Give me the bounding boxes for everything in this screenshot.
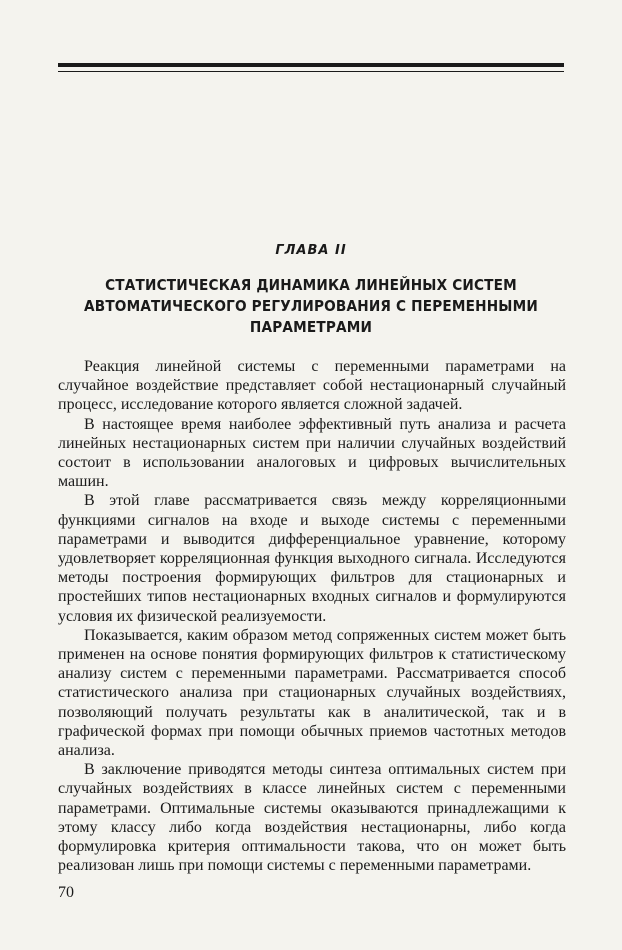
paragraph: Показывается, каким образом метод сопряженных систем может быть применен на основе понятия формирующих фильтров к статистическому анализу систем с переменными параметрами. Рассматривается способ статистического анализа при стационарных случайных воздействиях, позволяющий получать результаты как в аналитической, так и в графической формах при помощи обычных приемов частотных методов анализа. <box>58 626 566 760</box>
chapter-title-line: ПАРАМЕТРАМИ <box>249 318 373 336</box>
chapter-label: ГЛАВА II <box>275 243 347 258</box>
chapter-title-line: СТАТИСТИЧЕСКАЯ ДИНАМИКА ЛИНЕЙНЫХ СИСТЕМ <box>105 276 517 294</box>
chapter-title-line: АВТОМАТИЧЕСКОГО РЕГУЛИРОВАНИЯ С ПЕРЕМЕННЫМИ <box>84 297 538 315</box>
body-text <box>58 357 566 875</box>
page-number: 70 <box>58 884 74 901</box>
paragraph: В этой главе рассматривается связь между корреляционными функциями сигналов на входе и выходе системы с переменными параметрами и выводится дифференциальное уравнение, которому удовлетворяет корреляционная функция выходного сигнала. Исследуются методы построения формирующих фильтров для стационарных и простейших типов нестационарных входных сигналов и формулируются условия их физической реализуемости. <box>58 492 566 625</box>
chapter-title <box>73 275 550 338</box>
top-rule-thick <box>58 63 564 67</box>
paragraph: Реакция линейной системы с переменными параметрами на случайное воздействие представляет собой нестационарный случайный процесс, исследование которого является сложной задачей. <box>58 358 566 414</box>
paragraph: В настоящее время наиболее эффективный путь анализа и расчета линейных нестационарных систем при наличии случайных воздействий состоит в использовании аналоговых и цифровых вычислительных машин. <box>58 415 566 491</box>
paragraph: В заключение приводятся методы синтеза оптимальных систем при случайных воздействиях в классе линейных систем с переменными параметрами. Оптимальные системы оказываются принадлежащими к этому классу либо когда воздействия нестационарны, либо когда формулировка критерия оптимальности такова, что он может быть реализован лишь при помощи системы с переменными параметрами. <box>58 761 566 875</box>
top-rule-thin <box>58 71 564 72</box>
